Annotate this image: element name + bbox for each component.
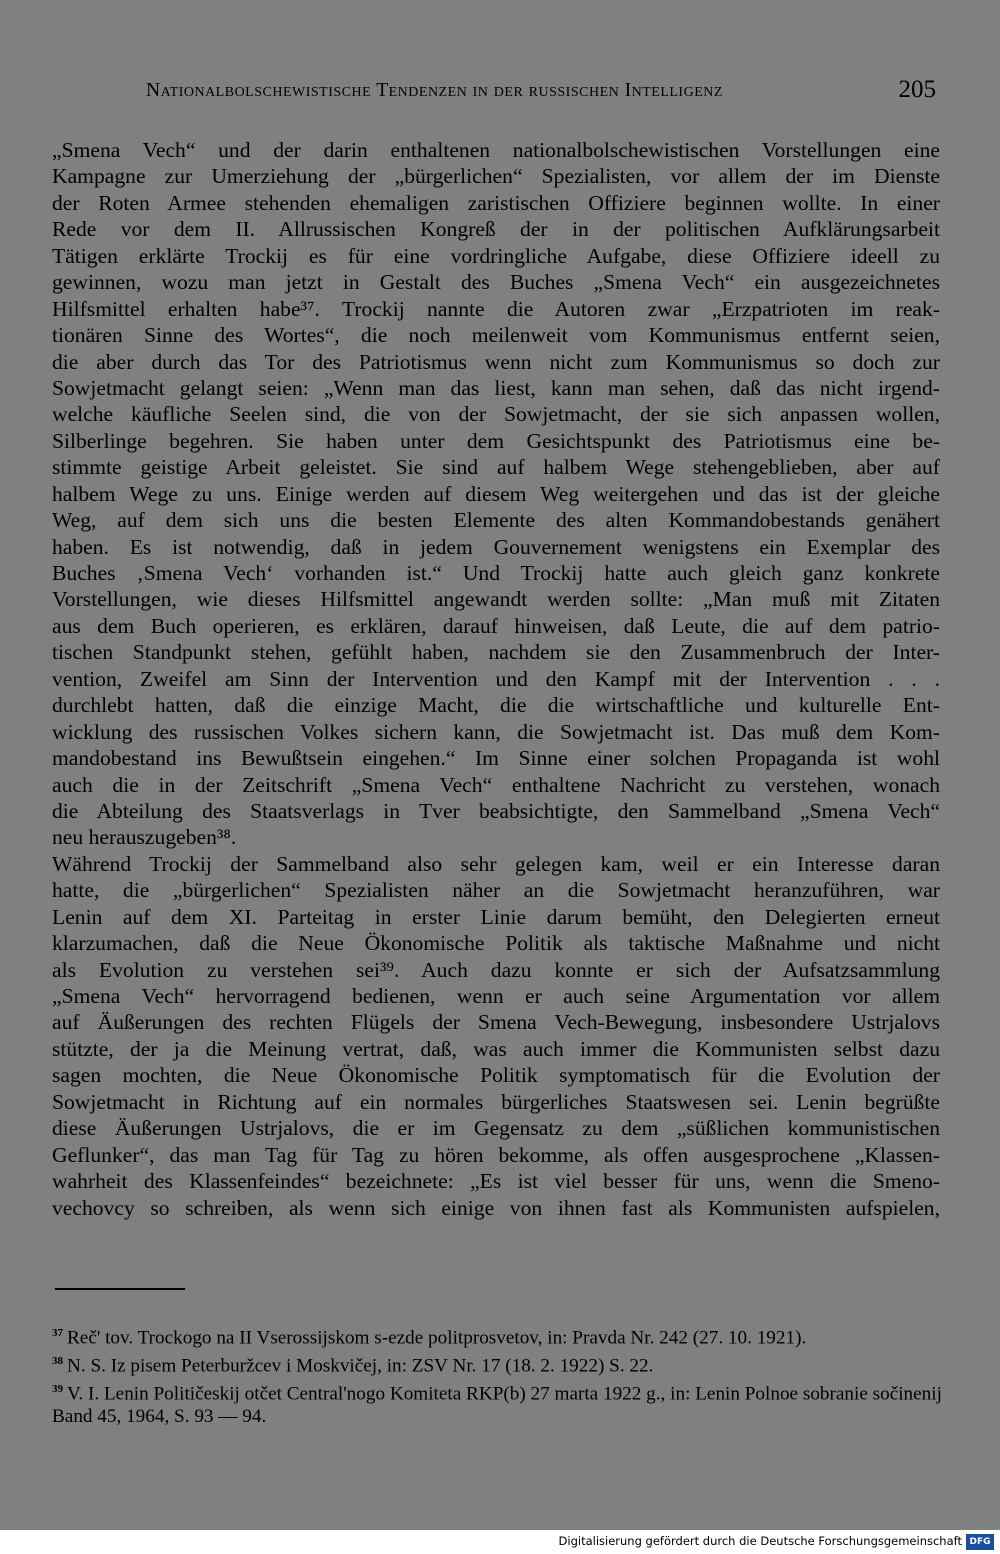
funding-credit: Digitalisierung gefördert durch die Deutsche Forschungsgemeinschaft (558, 1534, 962, 1548)
body-line: die aber durch das Tor des Patriotismus wenn nicht zum Kommunismus so doch zur (52, 349, 940, 374)
body-line: klarzumachen, daß die Neue Ökonomische Politik als taktische Maßnahme und nicht (52, 931, 940, 956)
body-line: Tätigen erklärte Trockij es für eine vordringliche Aufgabe, diese Offiziere ideell zu (52, 243, 940, 268)
footnote-number: 39 (52, 1382, 63, 1395)
body-line: diese Äußerungen Ustrjalovs, die er im Gegensatz zu dem „süßlichen kommunistischen (52, 1116, 940, 1141)
footnote (52, 1322, 942, 1350)
body-line: als Evolution zu verstehen sei³⁹. Auch dazu konnte er sich der Aufsatzsammlung (52, 957, 940, 982)
body-line: tionären Sinne des Wortes“, die noch meilenweit vom Kommunismus entfernt seien, (52, 323, 940, 348)
body-line: gewinnen, wozu man jetzt in Gestalt des Buches „Smena Vech“ ein ausgezeichnetes (52, 270, 940, 295)
page-header (146, 78, 936, 112)
dfg-logo: DFG (966, 1534, 994, 1550)
body-line: Lenin auf dem XI. Parteitag in erster Linie darum bemüht, den Delegierten erneut (52, 904, 940, 929)
footnote (52, 1378, 942, 1428)
body-line: Geflunker“, das man Tag für Tag zu hören bekomme, als offen ausgesprochene „Klassen- (52, 1142, 940, 1167)
page-number: 205 (898, 76, 936, 103)
footnote-text: Reč' tov. Trockogo na II Vserossijskom s-ezde politprosvetov, in: Pravda Nr. 242 (27. 10. 1921). (67, 1327, 807, 1349)
digitization-footer (0, 1530, 1000, 1554)
body-line: halbem Wege zu uns. Einige werden auf diesem Weg weitergehen und das ist der gleiche (52, 481, 940, 506)
body-line: vention, Zweifel am Sinn der Intervention und den Kampf mit der Intervention . . . (52, 666, 940, 691)
body-line: „Smena Vech“ und der darin enthaltenen nationalbolschewistischen Vorstellungen eine (52, 138, 940, 162)
body-line: Kampagne zur Umerziehung der „bürgerlichen“ Spezialisten, vor allem der im Dienste (52, 164, 940, 189)
body-line: auch die in der Zeitschrift „Smena Vech“ enthaltene Nachricht zu verstehen, wonach (52, 772, 940, 797)
body-line: Sowjetmacht gelangt seien: „Wenn man das liest, kann man sehen, daß das nicht irgend- (52, 375, 940, 400)
body-line: der Roten Armee stehenden ehemaligen zaristischen Offiziere beginnen wollte. In einer (52, 190, 940, 215)
footnotes (52, 1322, 942, 1428)
body-line: vechovcy so schreiben, als wenn sich einige von ihnen fast als Kommunisten aufspielen, (52, 1195, 940, 1220)
body-text (52, 137, 940, 1221)
body-line: Buches ‚Smena Vech‘ vorhanden ist.“ Und Trockij hatte auch gleich ganz konkrete (52, 561, 940, 585)
body-line: sagen mochten, die Neue Ökonomische Politik symptomatisch für die Evolution der (52, 1063, 940, 1088)
body-line: haben. Es ist notwendig, daß in jedem Gouvernement wenigstens ein Exemplar des (52, 534, 940, 559)
body-line: hatte, die „bürgerlichen“ Spezialisten näher an die Sowjetmacht heranzuführen, war (52, 878, 940, 903)
footnote-number: 37 (52, 1327, 63, 1339)
footnote-number: 38 (52, 1354, 63, 1367)
body-line: auf Äußerungen des rechten Flügels der Smena Vech-Bewegung, insbesondere Ustrjalovs (52, 1010, 940, 1035)
body-line: aus dem Buch operieren, es erklären, darauf hinweisen, daß Leute, die auf dem patrio- (52, 613, 940, 638)
body-line: „Smena Vech“ hervorragend bedienen, wenn er auch seine Argumentation vor allem (52, 984, 940, 1008)
body-line: wicklung des russischen Volkes sichern kann, die Sowjetmacht ist. Das muß dem Kom- (52, 719, 940, 744)
running-title: Nationalbolschewistische Tendenzen in der russischen Intelligenz (146, 80, 723, 101)
body-line: neu herauszugeben³⁸. (52, 825, 237, 850)
body-line: Weg, auf dem sich uns die besten Elemente des alten Kommandobestands genähert (52, 508, 940, 533)
body-line: Hilfsmittel erhalten habe³⁷. Trockij nannte die Autoren zwar „Erzpatrioten im reak- (52, 296, 940, 321)
body-line: Silberlinge begehren. Sie haben unter dem Gesichtspunkt des Patriotismus eine be- (52, 428, 940, 453)
body-line: Sowjetmacht in Richtung auf ein normales bürgerliches Staatswesen sei. Lenin begrüßte (52, 1089, 940, 1114)
footnote-divider (55, 1288, 185, 1290)
body-line: die Abteilung des Staatsverlags in Tver beabsichtigte, den Sammelband „Smena Vech“ (52, 798, 940, 823)
footnote-text: N. S. Iz pisem Peterburžcev i Moskvičej, in: ZSV Nr. 17 (18. 2. 1922) S. 22. (67, 1355, 654, 1377)
body-line: stützte, der ja die Meinung vertrat, daß, was auch immer die Kommunisten selbst dazu (52, 1036, 940, 1061)
footnote-text: V. I. Lenin Političeskij otčet Central'nogo Komiteta RKP(b) 27 marta 1922 g., in: Lenin Polnoe sobranie sočinenij Band 45, 1964, S. 93 — 94. (52, 1383, 942, 1427)
body-line: stimmte geistige Arbeit geleistet. Sie sind auf halbem Wege stehengeblieben, aber auf (52, 455, 940, 480)
body-line: wahrheit des Klassenfeindes“ bezeichnete: „Es ist viel besser für uns, wenn die Smeno- (52, 1169, 940, 1194)
body-line: Rede vor dem II. Allrussischen Kongreß der in der politischen Aufklärungsarbeit (52, 217, 940, 242)
footnote (52, 1350, 942, 1378)
body-line: tischen Standpunkt stehen, gefühlt haben, nachdem sie den Zusammenbruch der Inter- (52, 640, 940, 665)
body-line: Vorstellungen, wie dieses Hilfsmittel angewandt werden sollte: „Man muß mit Zitaten (52, 587, 940, 612)
body-line: durchlebt hatten, daß die einzige Macht, die die wirtschaftliche und kulturelle Ent- (52, 693, 940, 718)
body-line: welche käufliche Seelen sind, die von der Sowjetmacht, der sie sich anpassen wollen, (52, 402, 940, 427)
body-line: mandobestand ins Bewußtsein eingehen.“ Im Sinne einer solchen Propaganda ist wohl (52, 746, 940, 771)
body-line: Während Trockij der Sammelband also sehr gelegen kam, weil er ein Interesse daran (52, 851, 940, 876)
